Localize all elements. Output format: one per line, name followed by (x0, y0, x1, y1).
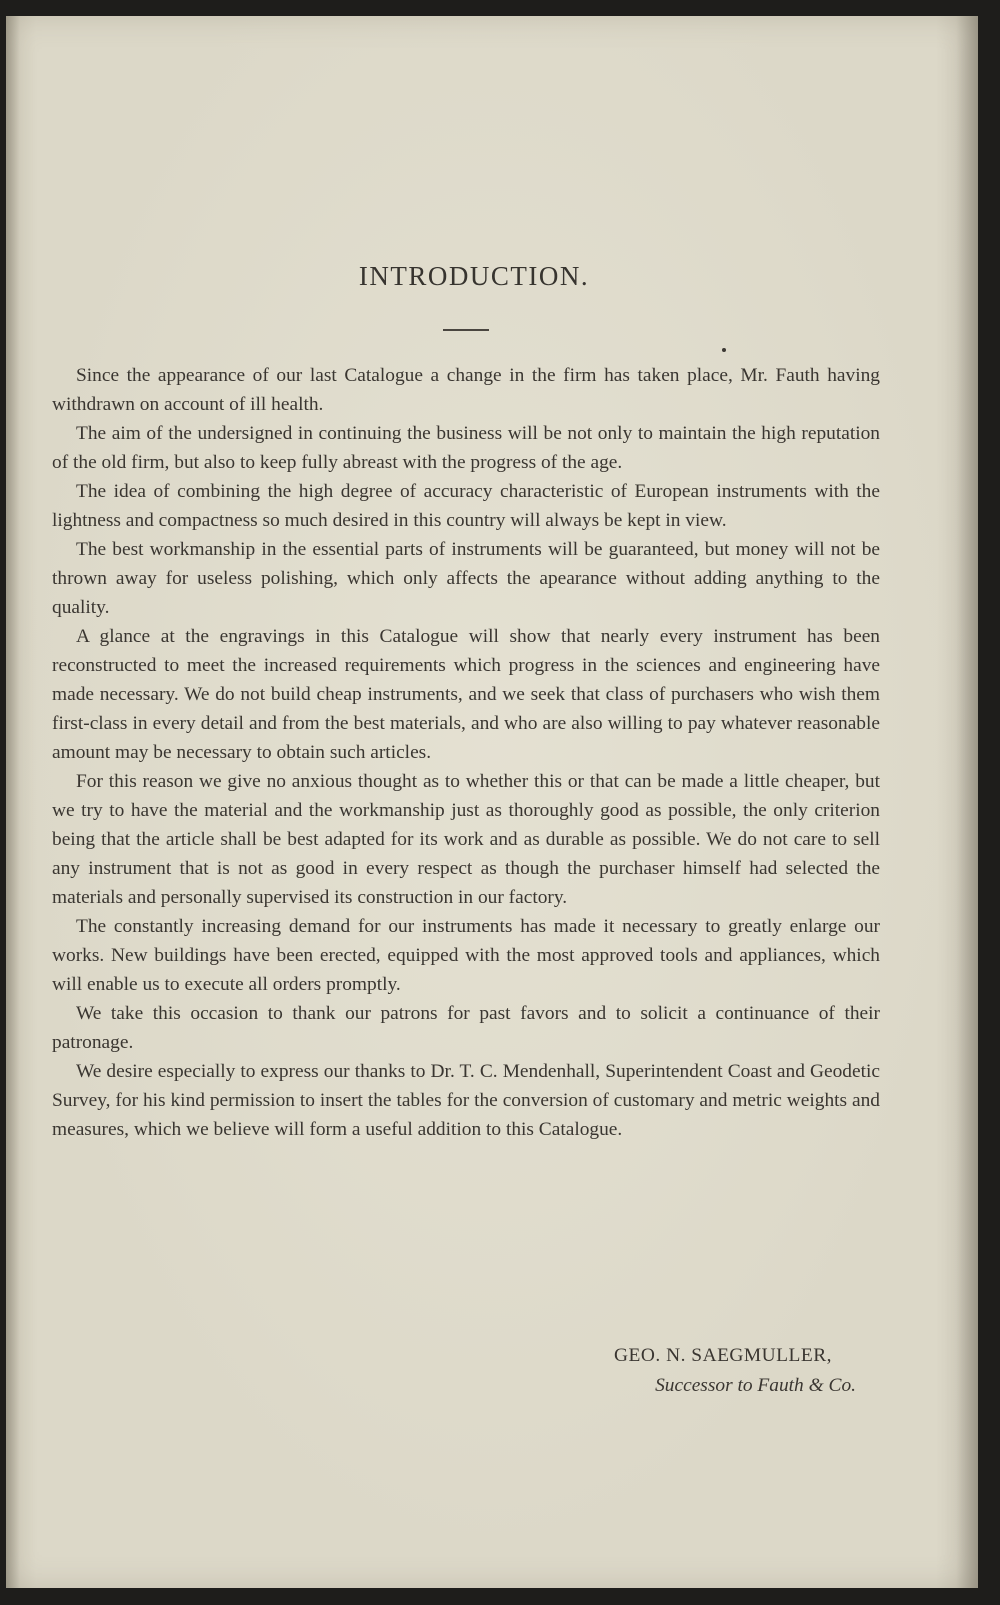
ink-speck (722, 348, 726, 352)
paragraph: We desire especially to express our thanks to Dr. T. C. Mendenhall, Superintendent Coast and Geodetic Survey, for his kind permission to insert the tables for the conversion of customary and metric weights and measures, which we believe will form a useful addition to this Catalogue. (52, 1061, 880, 1140)
paragraph: We take this occasion to thank our patrons for past favors and to solicit a continuance of their patronage. (52, 1003, 880, 1053)
page-title: INTRODUCTION. (358, 261, 590, 291)
body-text (52, 361, 880, 1144)
signature-name: GEO. N. SAEGMULLER, (614, 1345, 832, 1366)
paragraph: The idea of combining the high degree of accuracy characteristic of European instruments with the lightness and compactness so much desired in this country will always be kept in view. (52, 481, 880, 531)
signature-subtitle: Successor to Fauth & Co. (655, 1375, 856, 1396)
document-page (6, 16, 978, 1588)
paragraph: For this reason we give no anxious thought as to whether this or that can be made a little cheaper, but we try to have the material and the workmanship just as thoroughly good as possible, the only criterion being that the article shall be best adapted for its work and as durable as possible. We do not care to sell any instrument that is not as good in every respect as though the purchaser himself had selected the materials and personally supervised its construction in our factory. (52, 771, 880, 908)
page-edge (956, 16, 978, 1588)
paragraph: The aim of the undersigned in continuing the business will be not only to maintain the high reputation of the old firm, but also to keep fully abreast with the progress of the age. (52, 423, 880, 473)
paragraph: A glance at the engravings in this Catalogue will show that nearly every instrument has been reconstructed to meet the increased requirements which progress in the sciences and engineering have made necessary. We do not build cheap instruments, and we seek that class of purchasers who wish them first-class in every detail and from the best materials, and who are also willing to pay whatever reasonable amount may be necessary to obtain such articles. (52, 626, 880, 763)
paragraph: The constantly increasing demand for our instruments has made it necessary to greatly enlarge our works. New buildings have been erected, equipped with the most approved tools and appliances, which will enable us to execute all orders promptly. (52, 916, 880, 995)
paragraph: Since the appearance of our last Catalogue a change in the firm has taken place, Mr. Fauth having withdrawn on account of ill health. (52, 365, 880, 415)
paragraph: The best workmanship in the essential parts of instruments will be guaranteed, but money will not be thrown away for useless polishing, which only affects the apearance without adding anything to the quality. (52, 539, 880, 618)
title-rule (443, 329, 489, 331)
